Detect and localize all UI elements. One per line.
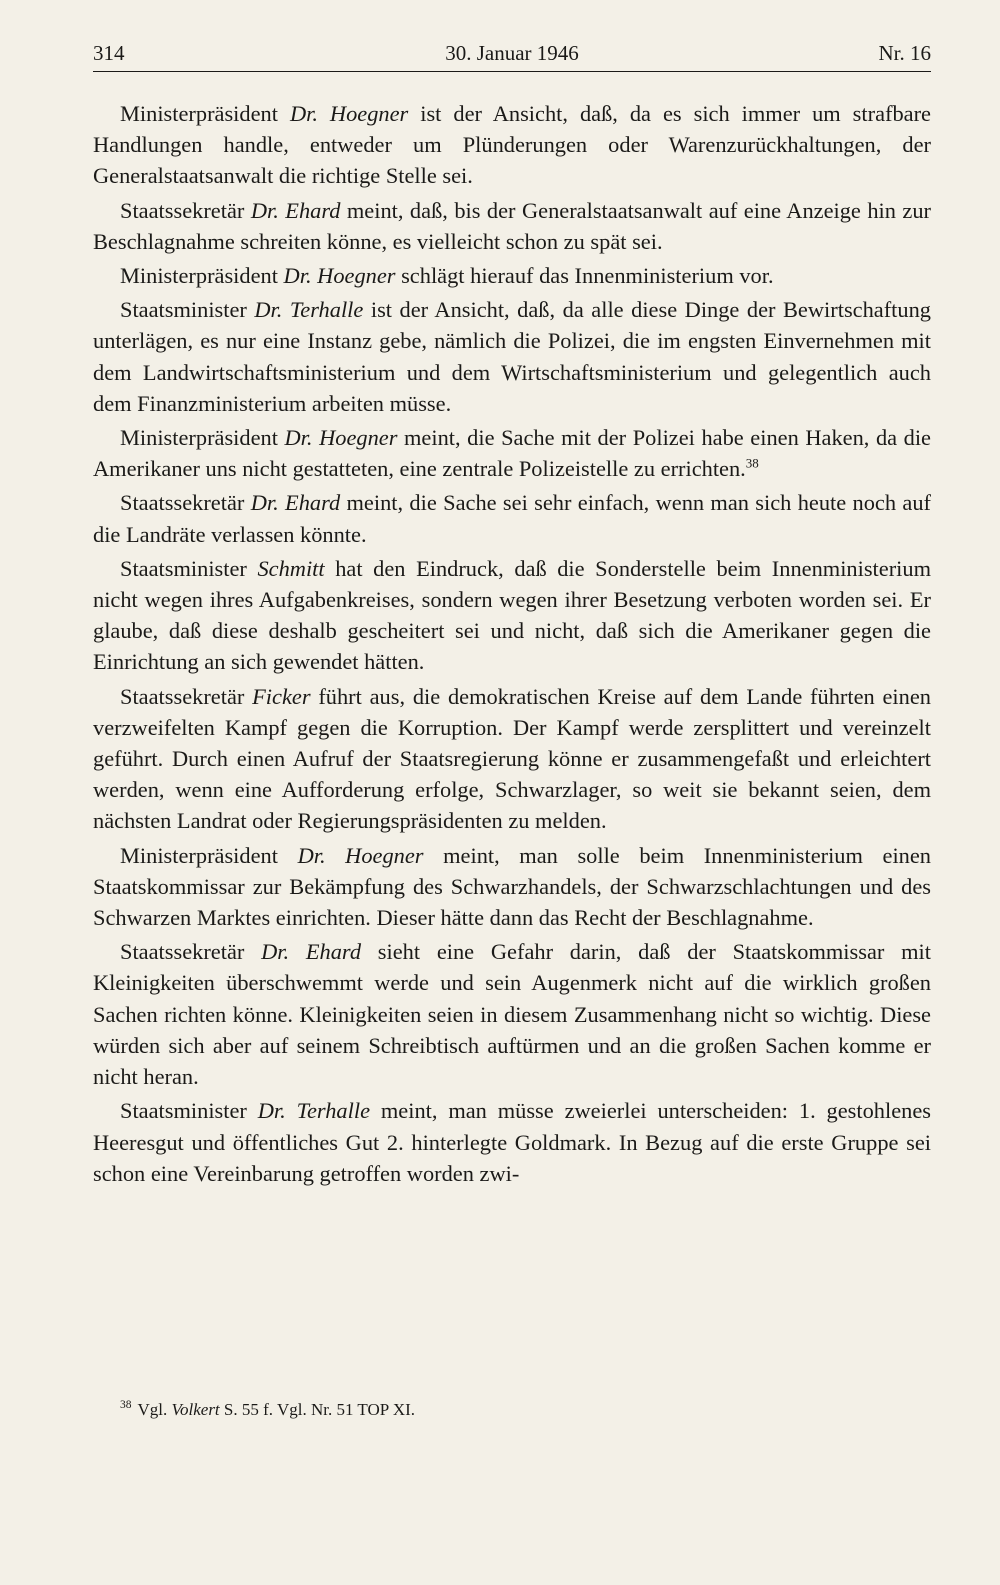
paragraph <box>93 840 931 934</box>
speaker-title: Ministerpräsident <box>120 101 290 126</box>
paragraph-text: führt aus, die demokratischen Kreise auf dem Lande führten einen verzweifelten Kampf gegen die Korruption. Der Kampf werde zersplittert und vereinzelt geführt. Durch einen Aufruf der Staatsregierung könne er zusammengefaßt und erleichtert werden, wenn eine Aufforderung erfolge, Schwarzlager, so weit sie bekannt seien, dem nächsten Landrat oder Regierungspräsidenten zu melden. <box>93 683 931 834</box>
paragraph <box>93 260 931 291</box>
paragraph <box>93 195 931 257</box>
body-text <box>93 98 931 1189</box>
speaker-name: Schmitt <box>257 555 325 581</box>
paragraph <box>93 487 931 549</box>
speaker-title: Ministerpräsident <box>120 425 285 451</box>
speaker-title: Staatssekretär <box>120 197 251 223</box>
paragraph-text: sieht eine Gefahr darin, daß der Staatskommissar mit Kleinigkeiten überschwemmt werde und sein Augenmerk nicht auf die wirklich großen Sachen richten könne. Kleinigkeiten seien in diesem Zusammenhang nicht so wichtig. Diese würden sich aber auf seinem Schreibtisch auftürmen und an die großen Sachen komme er nicht heran. <box>93 939 931 1090</box>
header-date: 30. Januar 1946 <box>445 41 579 65</box>
header-rule <box>93 71 931 72</box>
footnote <box>120 1398 920 1422</box>
speaker-name: Dr. Ehard <box>261 939 362 965</box>
speaker-title: Staatsminister <box>120 555 258 581</box>
speaker-title: Staatsminister <box>120 297 255 323</box>
speaker-name: Dr. Hoegner <box>297 842 424 868</box>
paragraph <box>93 1095 931 1189</box>
speaker-name: Dr. Terhalle <box>254 297 364 323</box>
running-head <box>93 36 931 70</box>
speaker-title: Staatsminister <box>120 1098 258 1124</box>
paragraph-text: meint, die Sache sei sehr einfach, wenn man sich heute noch auf die Landräte verlassen könnte. <box>93 490 931 547</box>
footnote-mark: 38 <box>120 1399 132 1412</box>
paragraph <box>93 681 931 837</box>
speaker-name: Dr. Ehard <box>250 490 341 516</box>
speaker-name: Dr. Ehard <box>250 197 341 223</box>
speaker-title: Ministerpräsident <box>120 263 284 289</box>
paragraph-text: schlägt hierauf das Innenministerium vor. <box>395 263 774 289</box>
speaker-title: Staatssekretär <box>120 490 251 516</box>
paragraph <box>93 553 931 678</box>
paragraph-text: ist der Ansicht, daß, da es sich immer um strafbare Handlungen handle, entweder um Plünderungen oder Warenzurückhaltungen, der Generalstaatsanwalt die richtige Stelle sei. <box>93 101 931 189</box>
paragraph <box>93 294 931 419</box>
paragraph <box>93 422 931 484</box>
paragraph-text: ist der Ansicht, daß, da alle diese Dinge der Bewirtschaftung unterlägen, es nur eine Instanz gebe, nämlich die Polizei, die im engsten Einvernehmen mit dem Landwirtschaftsministerium und dem Wirtschaftsministerium und gelegentlich auch dem Finanzministerium arbeiten müsse. <box>93 297 931 416</box>
footnote-author: Volkert <box>171 1400 220 1419</box>
header-issue-number: Nr. 16 <box>878 41 931 65</box>
footnote-text: S. 55 f. Vgl. Nr. 51 TOP XI. <box>219 1400 416 1419</box>
paragraph-text: meint, man müsse zweierlei unterscheiden: 1. gestohlenes Heeresgut und öffentliches Gut 2. hinterlegte Goldmark. In Bezug auf die erste Gruppe sei schon eine Vereinbarung getroffen worden zwi- <box>93 1098 931 1186</box>
paragraph <box>93 936 931 1092</box>
paragraph-text: meint, die Sache mit der Polizei habe einen Haken, da die Amerikaner uns nicht gestatteten, eine zentrale Polizeistelle zu errichten. <box>93 425 931 482</box>
paragraph-text: meint, daß, bis der Generalstaatsanwalt auf eine Anzeige hin zur Beschlagnahme schreiten könne, es vielleicht schon zu spät sei. <box>93 197 931 254</box>
speaker-title: Staatssekretär <box>120 939 262 965</box>
speaker-name: Dr. Hoegner <box>283 263 396 289</box>
footnote-prefix: Vgl. <box>137 1400 172 1419</box>
speaker-title: Ministerpräsident <box>120 842 298 868</box>
footnote-reference[interactable]: 38 <box>745 455 759 471</box>
speaker-name: Dr. Hoegner <box>289 101 409 126</box>
paragraph <box>93 98 931 192</box>
paragraph-text: hat den Eindruck, daß die Sonderstelle beim Innenministerium nicht wegen ihres Aufgabenkreises, sondern wegen ihrer Besetzung verboten worden sei. Er glaube, daß diese deshalb gescheitert sei und nicht, daß sich die Amerikaner gegen die Einrichtung an sich gewendet hätten. <box>93 555 931 675</box>
speaker-name: Dr. Terhalle <box>257 1098 371 1124</box>
speaker-name: Dr. Hoegner <box>284 425 398 451</box>
page-number: 314 <box>93 41 125 65</box>
paragraph-text: meint, man solle beim Innenministerium einen Staatskommissar zur Bekämpfung des Schwarzhandels, der Schwarzschlachtungen und des Schwarzen Marktes einrichten. Dieser hätte dann das Recht der Beschlagnahme. <box>93 842 932 931</box>
speaker-title: Staatssekretär <box>120 683 253 709</box>
speaker-name: Ficker <box>252 683 311 709</box>
